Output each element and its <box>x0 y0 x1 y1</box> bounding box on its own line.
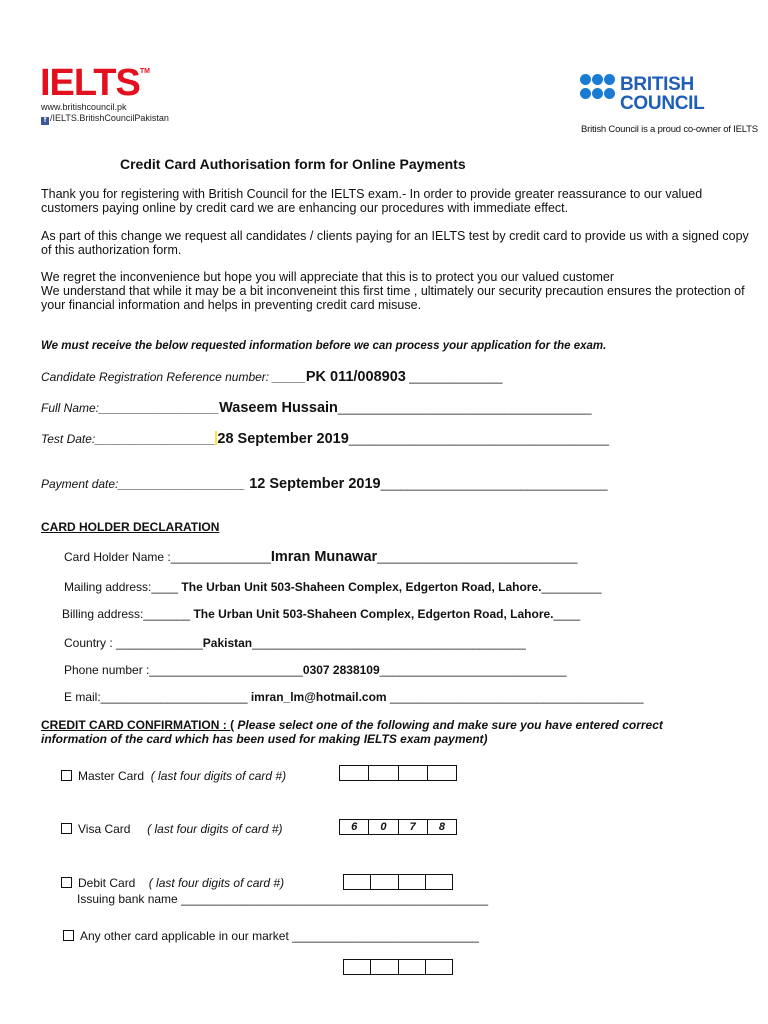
digit-box[interactable] <box>426 960 452 974</box>
phone-value: 0307 2838109 <box>302 663 380 677</box>
digit-box[interactable] <box>344 960 371 974</box>
ref-number-value: PK 011/008903 <box>305 369 406 385</box>
digit-box[interactable] <box>340 766 369 780</box>
digit-box[interactable] <box>369 766 398 780</box>
visa-card-digits[interactable] <box>339 819 457 835</box>
page-title: Credit Card Authorisation form for Online Payments <box>120 156 466 172</box>
ielts-logo: IELTS™ <box>40 62 150 104</box>
facebook-link[interactable]: f /IELTS.BritishCouncilPakistan <box>41 113 169 125</box>
intro-paragraph-3: We regret the inconvenience but hope you will appreciate that this is to protect you our valued customer <box>41 270 615 284</box>
bc-dots-icon <box>580 74 616 114</box>
full-name-field[interactable]: Full Name:__________________Waseem Hussain______________________________________ <box>41 400 592 416</box>
intro-paragraph-1: Thank you for registering with British Council for the IELTS exam.- In order to provide greater reassurance to our valued customers paying online by credit card we are enhancing our procedures with immediate effect. <box>41 187 703 215</box>
test-date-field[interactable]: Test Date:__________________ 28 September 2019_______________________________________ <box>41 431 610 447</box>
bc-tagline: British Council is a proud co-owner of IELTS <box>581 124 758 135</box>
email-field[interactable]: E mail:______________________ imran_lm@hotmail.com ______________________________________ <box>64 690 644 704</box>
payment-date-field[interactable]: Payment date:___________________ 12 September 2019__________________________________ <box>41 476 608 492</box>
digit-box[interactable]: 7 <box>399 820 428 834</box>
ref-number-field[interactable]: Candidate Registration Reference number: _____PK 011/008903 ______________ <box>41 369 503 385</box>
master-card-checkbox[interactable] <box>61 770 72 781</box>
bc-wordmark: BRITISH COUNCIL <box>620 74 705 114</box>
digit-box[interactable]: 8 <box>438 821 445 833</box>
notice-text: We must receive the below requested information before we can process your application for the exam. <box>41 340 607 352</box>
digit-box[interactable]: 0 <box>369 820 398 834</box>
country-value: Pakistan <box>202 636 253 650</box>
master-card-digits[interactable] <box>339 765 457 781</box>
digit-box[interactable] <box>344 875 371 889</box>
test-date-value: 28 September 2019 <box>217 431 349 447</box>
full-name-value: Waseem Hussain <box>219 400 338 416</box>
mailing-address-field[interactable]: Mailing address:____ The Urban Unit 503-Shaheen Complex, Edgerton Road, Lahore._________ <box>64 580 602 594</box>
country-field[interactable]: Country : _____________Pakistan_________________________________________ <box>64 636 526 650</box>
issuing-bank-field[interactable]: Issuing bank name ______________________________________________ <box>77 892 489 906</box>
digit-box[interactable] <box>371 960 398 974</box>
billing-address-value: The Urban Unit 503-Shaheen Complex, Edgerton Road, Lahore. <box>193 607 554 621</box>
billing-address-field[interactable]: Billing address:_______ The Urban Unit 503-Shaheen Complex, Edgerton Road, Lahore.____ <box>62 607 581 621</box>
debit-card-option[interactable]: Debit Card ( last four digits of card #) <box>61 876 284 890</box>
digit-box[interactable] <box>399 766 428 780</box>
cardholder-name-field[interactable]: Card Holder Name :_______________Imran Munawar______________________________ <box>64 549 578 565</box>
facebook-icon: f <box>41 117 49 125</box>
debit-card-digits[interactable] <box>343 874 453 890</box>
digit-box[interactable] <box>399 875 426 889</box>
debit-card-checkbox[interactable] <box>61 877 72 888</box>
other-card-checkbox[interactable] <box>63 930 74 941</box>
visa-card-option[interactable]: Visa Card ( last four digits of card #) <box>61 822 283 836</box>
digit-box[interactable] <box>371 875 398 889</box>
intro-paragraph-2: As part of this change we request all candidates / clients paying for an IELTS test by credit card to provide us with a signed copy of this authorization form. <box>41 229 749 257</box>
other-card-digits[interactable] <box>343 959 453 975</box>
digit-box[interactable] <box>426 875 452 889</box>
email-value: imran_lm@hotmail.com <box>250 690 387 704</box>
other-card-option[interactable]: Any other card applicable in our market ____________________________ <box>63 929 479 943</box>
digit-box[interactable]: 6 <box>340 820 369 834</box>
visa-card-checkbox[interactable] <box>61 823 72 834</box>
payment-date-value: 12 September 2019 <box>245 476 381 492</box>
website-link[interactable]: www.britishcouncil.pk <box>41 102 127 112</box>
cardholder-name-value: Imran Munawar <box>270 549 378 565</box>
digit-box[interactable] <box>428 766 456 780</box>
digit-box[interactable] <box>399 960 426 974</box>
cardholder-heading: CARD HOLDER DECLARATION <box>41 520 220 534</box>
phone-field[interactable]: Phone number :_______________________0307 2838109____________________________ <box>64 663 567 677</box>
credit-card-confirmation-heading: CREDIT CARD CONFIRMATION : ( Please select one of the following and make sure you have entered correct information of the card which has been used for making IELTS exam payment) <box>41 718 663 746</box>
trademark-mark: TM <box>139 68 150 75</box>
mailing-address-value: The Urban Unit 503-Shaheen Complex, Edgerton Road, Lahore. <box>181 580 542 594</box>
master-card-option[interactable]: Master Card ( last four digits of card #) <box>61 769 286 783</box>
intro-paragraph-4: We understand that while it may be a bit inconveneint this first time , ultimately our security precaution ensures the protection of your financial information and helps in preventing credit card misuse. <box>41 284 745 312</box>
